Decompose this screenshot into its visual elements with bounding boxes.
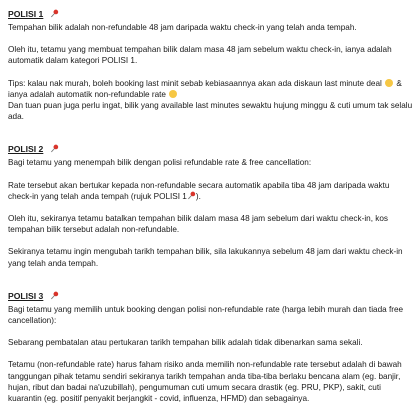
smiley-icon (385, 79, 393, 87)
paragraph (8, 78, 414, 100)
text: ). (195, 191, 201, 201)
pushpin-icon (187, 191, 196, 200)
paragraph: Sebarang pembatalan atau pertukaran tarikh tempahan bilik adalah tidak dibenarkan sama sekali. (8, 338, 363, 348)
section-polisi-1 (8, 4, 414, 122)
paragraph: Tetamu (non-refundable rate) harus faham risiko anda memilih non-refundable rate tersebut adalah di bawah tanggungan pihak tetamu sendiri sekiranya tarikh tempahan anda tiba-tiba berlaku bencana alam (eg. banjir, hujan, ribut dan badai na'uzubillah), pengumuman cuti umum secara drastik (eg. PRU, PKP), sakit, cuti kuarantin (eg. positif penyakit berjangkit - covid, influenza, HFMD) dan sebagainya. (8, 360, 402, 404)
section-polisi-2 (8, 139, 414, 268)
section-title: POLISI 1 (8, 9, 44, 19)
section-heading (8, 139, 414, 157)
section-title: POLISI 3 (8, 290, 44, 301)
section-heading (8, 286, 414, 304)
paragraph: Bagi tetamu yang memilih untuk booking dengan polisi non-refundable rate (harga lebih murah dan tiada free cancellation): (8, 304, 404, 326)
paragraph: Sekiranya tetamu ingin mengubah tarikh tempahan bilik, sila lakukannya sebelum 48 jam dari waktu check-in yang telah anda tempah. (8, 247, 403, 268)
section-title: POLISI 2 (8, 144, 44, 155)
section-polisi-3 (8, 286, 414, 404)
pushpin-icon (50, 9, 59, 18)
section-heading (8, 4, 414, 22)
paragraph: Oleh itu, sekiranya tetamu batalkan tempahan bilik dalam masa 48 jam sebelum dari waktu check-in, kos tempahan bilik tersebut adalah non-refundable. (8, 214, 388, 235)
pushpin-icon (50, 144, 59, 153)
paragraph (8, 180, 414, 202)
paragraph: Bagi tetamu yang menempah bilik dengan polisi refundable rate & free cancellation: (8, 158, 312, 168)
smiley-icon (169, 90, 177, 98)
paragraph: Oleh itu, tetamu yang membuat tempahan bilik dalam masa 48 jam sebelum waktu check-in, ianya adalah automatik dalam kategori POLISI 1. (8, 45, 392, 66)
pushpin-icon (50, 291, 59, 300)
paragraph: Dan tuan puan juga perlu ingat, bilik yang available last minutes sewaktu hujung minggu & cuti umum tak selalu ada. (8, 101, 413, 122)
text: Tips: kalau nak murah, boleh booking last minit sebab kebiasaannya akan ada diskaun last minute deal (8, 78, 382, 88)
paragraph: Tempahan bilik adalah non-refundable 48 jam daripada waktu check-in yang telah anda tempah. (8, 23, 357, 32)
text: & ianya adalah automatik non-refundable rate (8, 78, 402, 99)
text: Rate tersebut akan bertukar kepada non-refundable secara automatik apabila tiba 48 jam daripada waktu check-in yang telah anda tempah (rujuk POLISI 1 (8, 180, 390, 201)
